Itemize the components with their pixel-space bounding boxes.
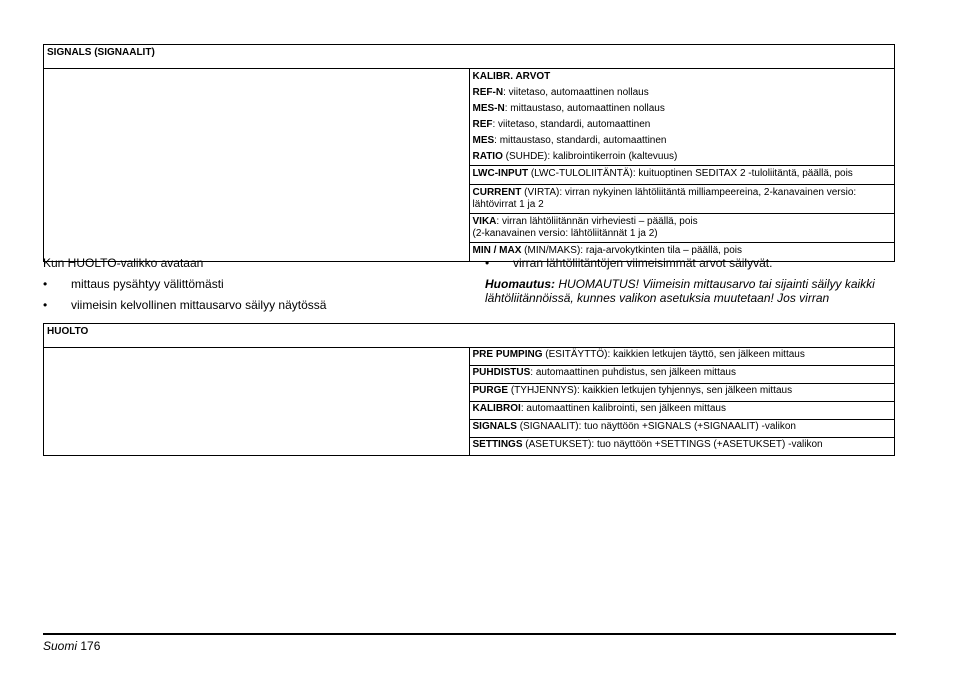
kalibr-item: MES: mittaustaso, standardi, automaattinen — [472, 135, 667, 146]
huolto-table-title: HUOLTO — [44, 324, 895, 348]
page-footer — [43, 639, 100, 653]
huolto-row-purge: PURGE (TYHJENNYS): kaikkien letkujen tyhjennys, sen jälkeen mittaus — [469, 384, 895, 402]
signals-table — [43, 44, 895, 262]
huolto-table — [43, 323, 895, 456]
signals-left-cell — [44, 69, 470, 262]
footer-language: Suomi — [43, 639, 78, 653]
kalibr-cell — [469, 69, 895, 166]
signals-row-min-max: MIN / MAX (MIN/MAKS): raja-arvokytkinten tila – päällä, pois — [469, 243, 895, 262]
signals-row-lwc-input: LWC-INPUT (LWC-TULOLIITÄNTÄ): kuituoptinen SEDITAX 2 -tuloliitäntä, päällä, pois — [469, 166, 895, 185]
footer-rule — [43, 633, 896, 635]
huolto-row-kalibroi: KALIBROI: automaattinen kalibrointi, sen jälkeen mittaus — [469, 402, 895, 420]
kalibr-item: REF: viitetaso, standardi, automaattinen — [472, 119, 651, 130]
note-paragraph — [485, 277, 895, 305]
signals-table-title: SIGNALS (SIGNAALIT) — [44, 45, 895, 69]
kalibr-item: REF-N: viitetaso, automaattinen nollaus — [472, 87, 649, 98]
kalibr-item: MES-N: mittaustaso, automaattinen nollaus — [472, 103, 665, 114]
signals-row-vika: VIKA: virran lähtöliitännän virheviesti – päällä, pois (2-kanavainen versio: lähtöliitännät 1 ja 2) — [469, 214, 895, 243]
kalibr-heading: KALIBR. ARVOT — [472, 71, 551, 82]
note-text: HUOMAUTUS! Viimeisin mittausarvo tai sijainti säilyy kaikki lähtöliitännöissä, kunnes valikon asetuksia muutetaan! Jos virran — [485, 277, 875, 305]
signals-row-current: CURRENT (VIRTA): virran nykyinen lähtöliitäntä milliampeereina, 2-kanavainen versio: lähtövirrat 1 ja 2 — [469, 185, 895, 214]
kalibr-item: RATIO (SUHDE): kalibrointikerroin (kaltevuus) — [472, 151, 678, 162]
note-label: Huomautus: — [485, 277, 555, 291]
huolto-row-signals: SIGNALS (SIGNAALIT): tuo näyttöön +SIGNALS (+SIGNAALIT) -valikon — [469, 420, 895, 438]
page-number: 176 — [77, 639, 101, 653]
bullet-text: viimeisin kelvollinen mittausarvo säilyy näytössä — [71, 298, 327, 312]
huolto-row-puhdistus: PUHDISTUS: automaattinen puhdistus, sen jälkeen mittaus — [469, 366, 895, 384]
bullet-symbol: • — [43, 298, 48, 312]
huolto-left-cell — [44, 348, 470, 456]
bullet-symbol: • — [485, 256, 490, 270]
bullet-text: mittaus pysähtyy välittömästi — [71, 277, 224, 291]
huolto-row-settings: SETTINGS (ASETUKSET): tuo näyttöön +SETTINGS (+ASETUKSET) -valikon — [469, 438, 895, 456]
bullet-text: virran lähtöliitäntöjen viimeisimmät arvot säilyvät. — [513, 256, 773, 270]
huolto-intro-text: Kun HUOLTO-valikko avataan — [43, 256, 204, 270]
bullet-symbol: • — [43, 277, 48, 291]
huolto-row-pre-pumping: PRE PUMPING (ESITÄYTTÖ): kaikkien letkujen täyttö, sen jälkeen mittaus — [469, 348, 895, 366]
